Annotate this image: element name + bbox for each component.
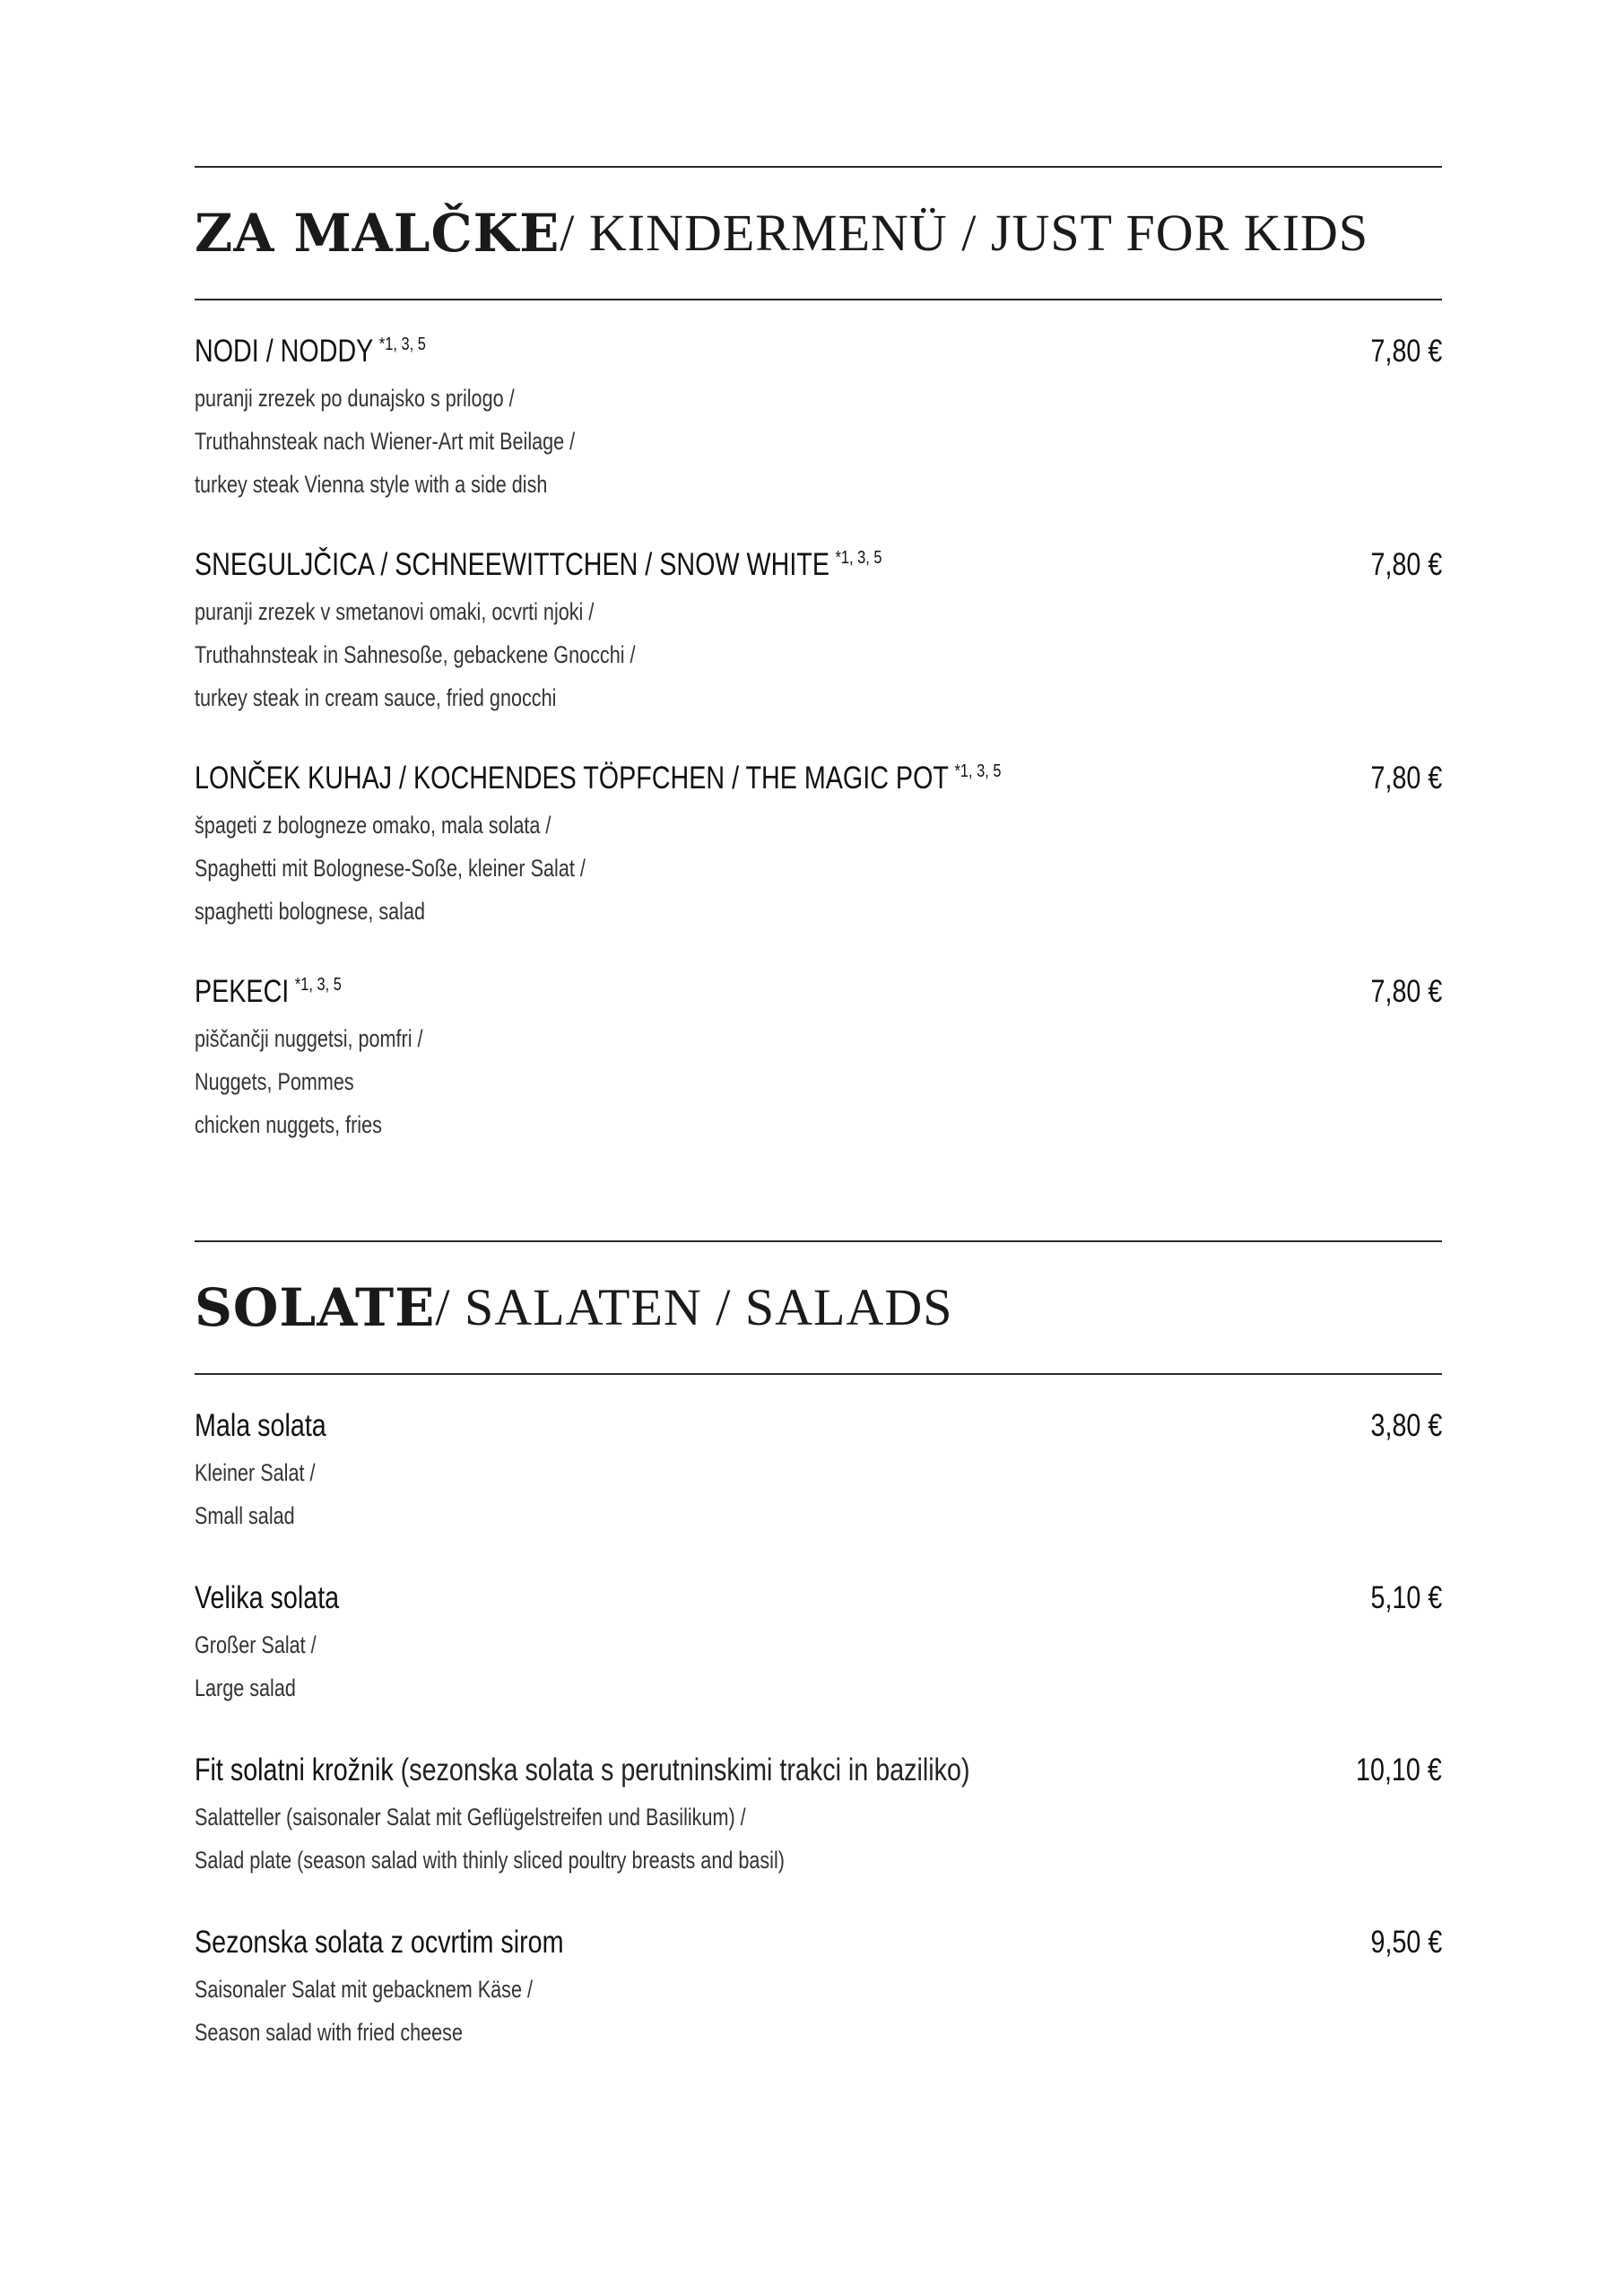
desc-line: Kleiner Salat / bbox=[195, 1459, 316, 1486]
item-name-text: Velika solata bbox=[195, 1580, 340, 1615]
desc-line: puranji zrezek po dunajsko s prilogo / bbox=[195, 385, 515, 412]
heading-bold: SOLATE bbox=[195, 1277, 436, 1338]
item-price: 10,10 € bbox=[1356, 1752, 1442, 1787]
kids-section bbox=[195, 166, 1442, 300]
item-price: 7,80 € bbox=[1370, 974, 1442, 1009]
desc-line: puranji zrezek v smetanovi omaki, ocvrti njoki / bbox=[195, 598, 595, 625]
desc-line: turkey steak in cream sauce, fried gnocchi bbox=[195, 684, 557, 711]
desc-line: Truthahnsteak in Sahnesoße, gebackene Gnocchi / bbox=[195, 641, 636, 668]
item-name-text: LONČEK KUHAJ / KOCHENDES TÖPFCHEN / THE MAGIC POT bbox=[195, 761, 949, 796]
item-name-text: SNEGULJČICA / SCHNEEWITTCHEN / SNOW WHITE bbox=[195, 547, 829, 582]
item-name bbox=[195, 1408, 326, 1444]
desc-line: Large salad bbox=[195, 1674, 296, 1701]
menu-item bbox=[195, 1408, 1442, 1537]
desc-line: Small salad bbox=[195, 1502, 295, 1529]
item-description bbox=[195, 590, 1193, 719]
desc-line: chicken nuggets, fries bbox=[195, 1111, 382, 1138]
allergens: *1, 3, 5 bbox=[378, 335, 426, 355]
section-heading bbox=[195, 168, 1442, 299]
item-name bbox=[195, 547, 882, 583]
allergens: *1, 3, 5 bbox=[835, 548, 882, 569]
item-description bbox=[195, 1968, 1193, 2054]
section-heading bbox=[195, 1242, 1442, 1373]
item-description bbox=[195, 1796, 1193, 1882]
menu-item bbox=[195, 1752, 1442, 1882]
desc-line: špageti z bologneze omako, mala solata / bbox=[195, 812, 551, 839]
item-name-text: Fit solatni krožnik bbox=[195, 1752, 394, 1787]
item-description bbox=[195, 1017, 1193, 1146]
menu-item bbox=[195, 547, 1442, 719]
menu-item bbox=[195, 974, 1442, 1146]
item-name bbox=[195, 1580, 339, 1616]
item-price: 3,80 € bbox=[1370, 1408, 1442, 1443]
desc-line: Spaghetti mit Bolognese-Soße, kleiner Salat / bbox=[195, 855, 586, 882]
item-name bbox=[195, 1925, 563, 1961]
item-name-text: Sezonska solata z ocvrtim sirom bbox=[195, 1925, 564, 1960]
item-price: 7,80 € bbox=[1370, 547, 1442, 582]
desc-line: Truthahnsteak nach Wiener-Art mit Beilage / bbox=[195, 428, 576, 455]
menu-item bbox=[195, 761, 1442, 933]
menu-item bbox=[195, 1925, 1442, 2054]
desc-line: Großer Salat / bbox=[195, 1631, 317, 1658]
item-price: 7,80 € bbox=[1370, 761, 1442, 796]
item-name bbox=[195, 334, 426, 370]
desc-line: piščančji nuggetsi, pomfri / bbox=[195, 1025, 423, 1052]
item-description bbox=[195, 1451, 1193, 1537]
desc-line: Salad plate (season salad with thinly sliced poultry breasts and basil) bbox=[195, 1847, 785, 1874]
heading-rest: / SALATEN / SALADS bbox=[435, 1278, 953, 1336]
item-price: 7,80 € bbox=[1370, 334, 1442, 369]
heading-bold: ZA MALČKE bbox=[195, 203, 560, 264]
item-price: 5,10 € bbox=[1370, 1580, 1442, 1615]
item-description bbox=[195, 377, 1193, 506]
item-description bbox=[195, 804, 1193, 933]
item-name-extra: (sezonska solata s perutninskimi trakci in baziliko) bbox=[393, 1752, 970, 1787]
item-name bbox=[195, 1752, 970, 1788]
item-name bbox=[195, 974, 342, 1010]
desc-line: Season salad with fried cheese bbox=[195, 2019, 463, 2046]
allergens: *1, 3, 5 bbox=[954, 761, 1002, 782]
allergens: *1, 3, 5 bbox=[294, 975, 342, 996]
item-name-text: NODI / NODDY bbox=[195, 334, 374, 369]
divider bbox=[195, 299, 1442, 300]
menu-item bbox=[195, 1580, 1442, 1709]
item-description bbox=[195, 1623, 1193, 1709]
desc-line: Saisonaler Salat mit gebacknem Käse / bbox=[195, 1976, 533, 2003]
divider bbox=[195, 1373, 1442, 1375]
desc-line: Nuggets, Pommes bbox=[195, 1068, 354, 1095]
desc-line: Salatteller (saisonaler Salat mit Geflügelstreifen und Basilikum) / bbox=[195, 1804, 746, 1831]
item-price: 9,50 € bbox=[1370, 1925, 1442, 1960]
menu-item bbox=[195, 334, 1442, 506]
salads-section bbox=[195, 1240, 1442, 1375]
item-name-text: Mala solata bbox=[195, 1408, 326, 1443]
desc-line: spaghetti bolognese, salad bbox=[195, 898, 425, 925]
desc-line: turkey steak Vienna style with a side dish bbox=[195, 471, 548, 498]
heading-rest: / KINDERMENÜ / JUST FOR KIDS bbox=[560, 204, 1369, 262]
item-name-text: PEKECI bbox=[195, 974, 290, 1009]
item-name bbox=[195, 761, 1001, 796]
